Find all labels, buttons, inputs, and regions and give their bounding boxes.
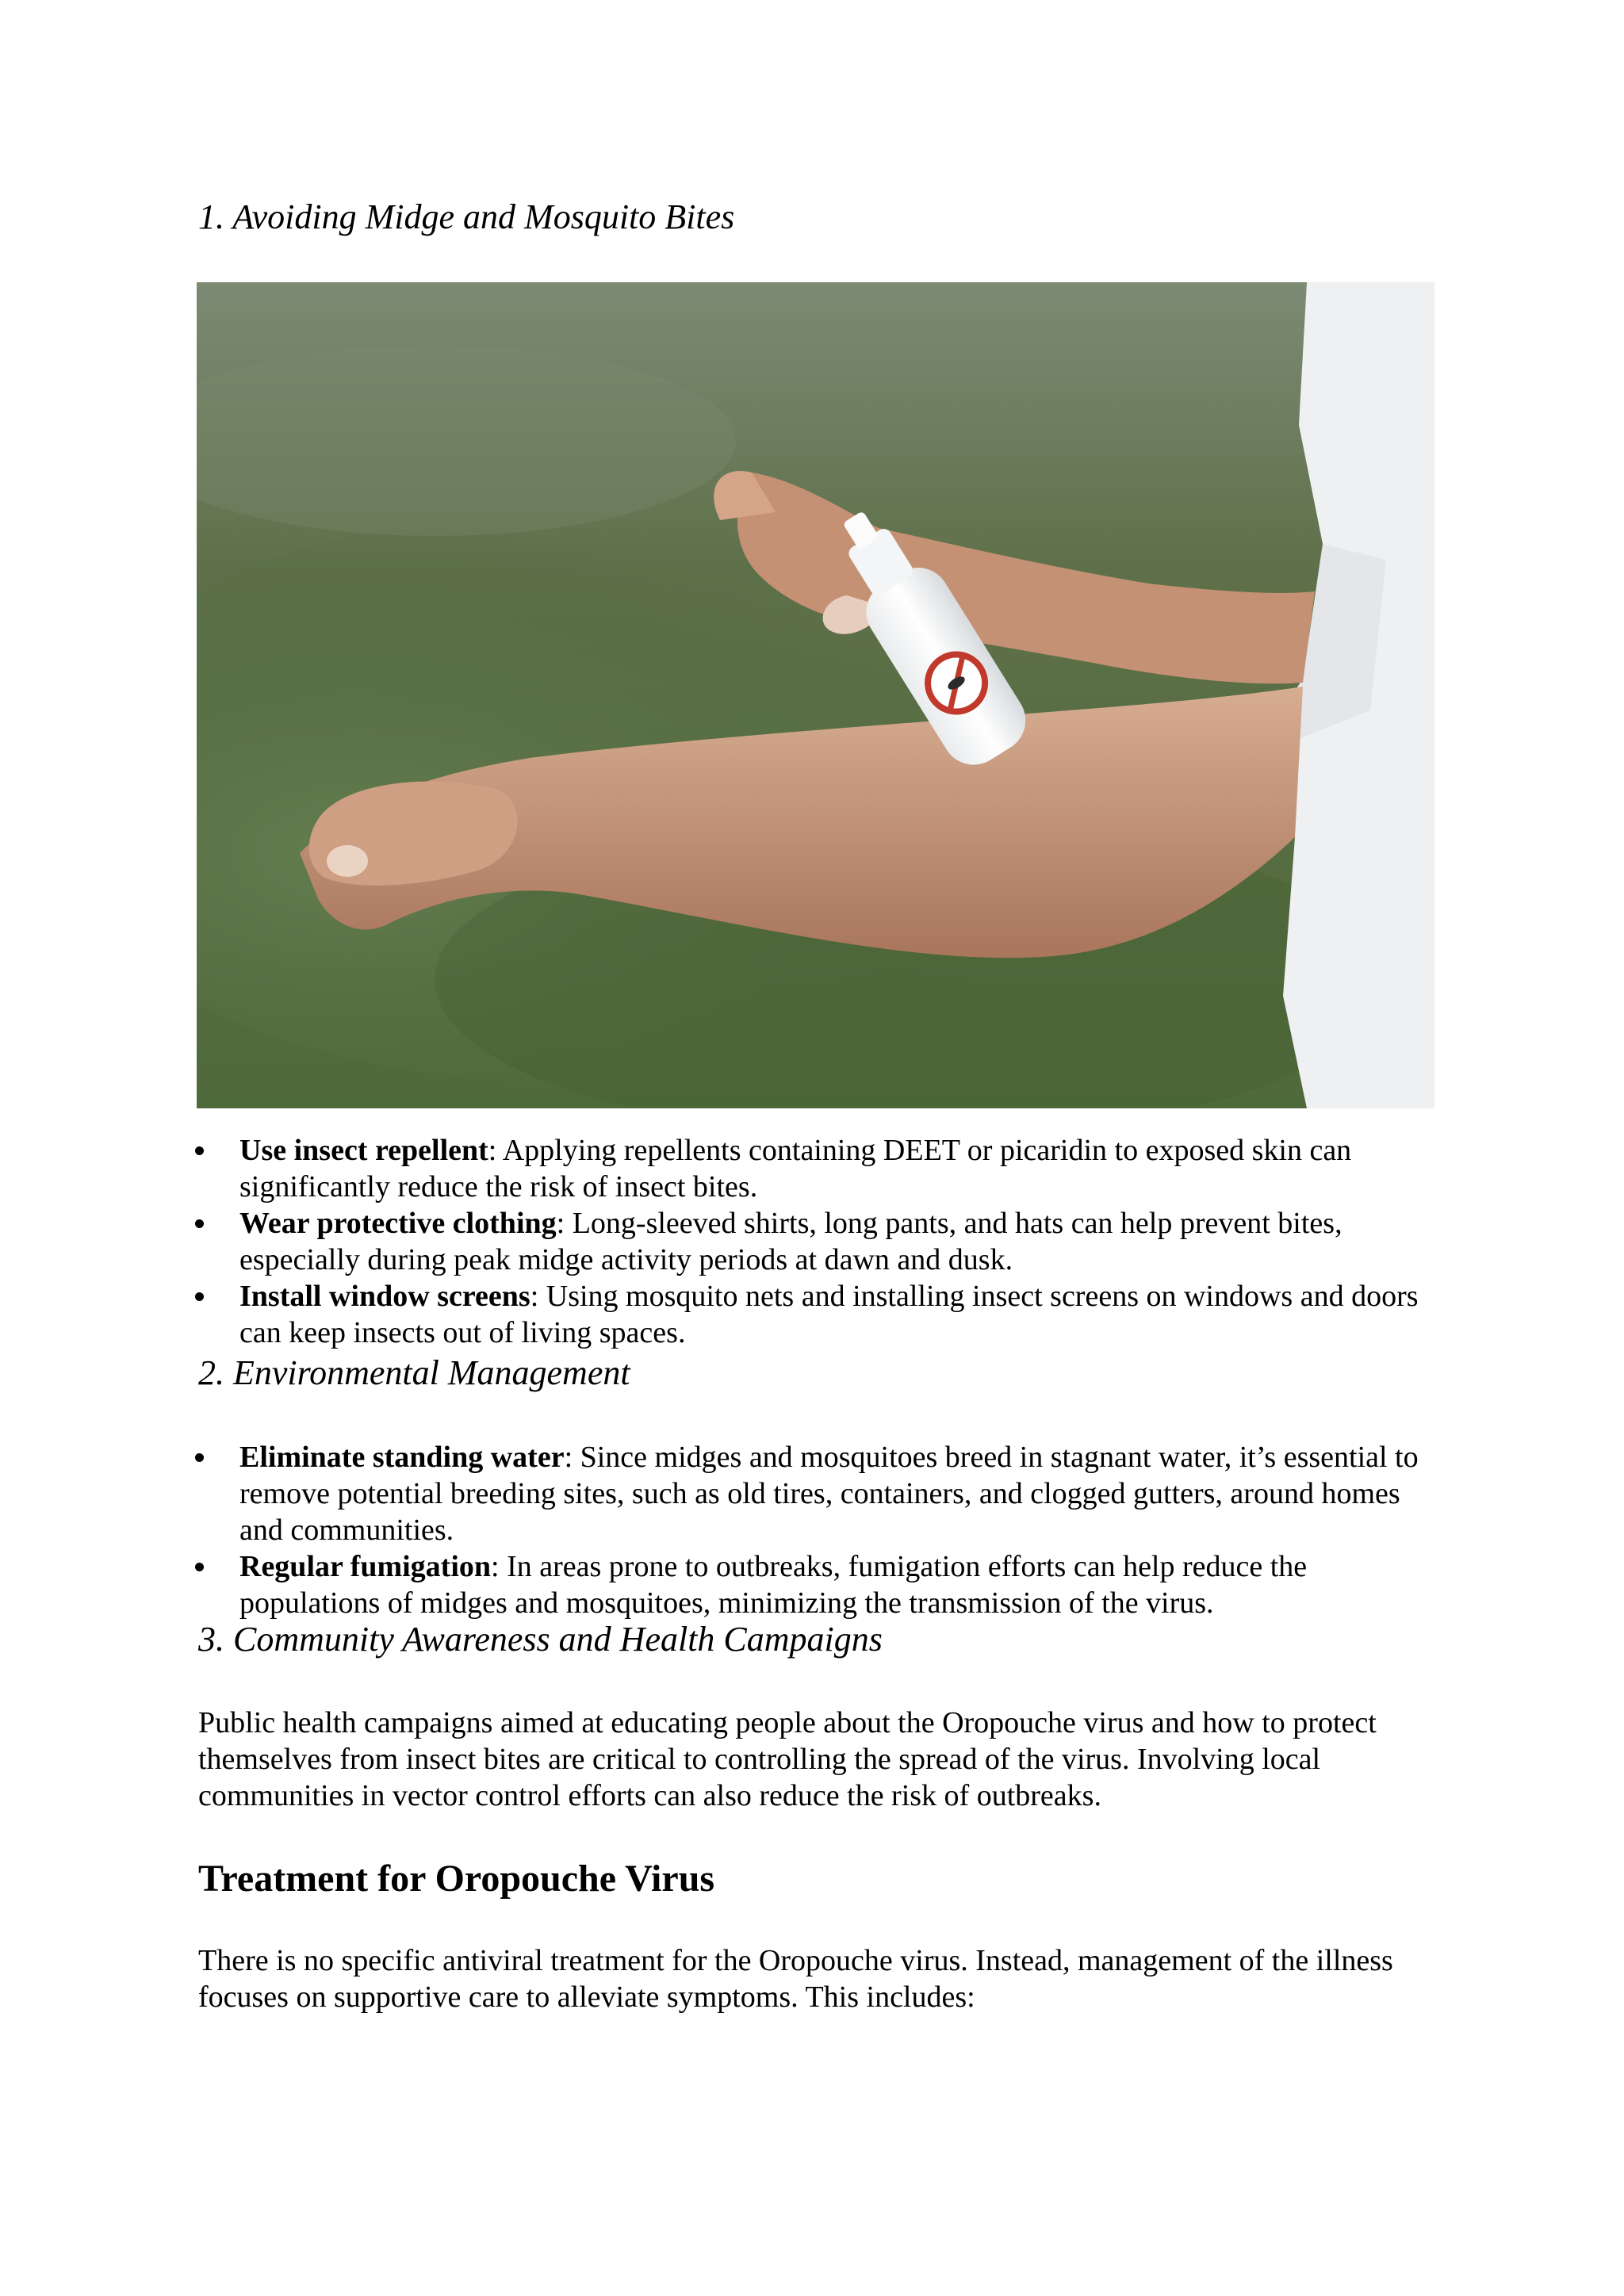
list-item-text: : Since midges and mosquitoes breed in stagnant water, it’s essential to remove potential breeding sites, such as old tires, containers, and clogged gutters, around homes and communities. [239,1441,1419,1547]
bullet-icon [195,1219,204,1228]
list-item-term: Use insect repellent [239,1134,488,1167]
list-item-term: Regular fumigation [239,1550,492,1583]
environmental-list [198,1439,1435,1621]
section-heading-environmental-management: 2. Environmental Management [198,1353,630,1392]
list-item-term: Wear protective clothing [239,1207,557,1240]
list-item [198,1132,1435,1205]
list-item [198,1548,1435,1621]
list-item [198,1278,1435,1351]
list-item-term: Install window screens [239,1280,530,1313]
treatment-heading: Treatment for Oropouche Virus [198,1858,715,1900]
section-heading-community-awareness: 3. Community Awareness and Health Campaigns [198,1620,883,1659]
list-item-text: : Applying repellents containing DEET or picaridin to exposed skin can significantly reduce the risk of insect bites. [239,1134,1352,1203]
bullet-icon [195,1563,204,1571]
list-item-text: : Using mosquito nets and installing insect screens on windows and doors can keep insects out of living spaces. [239,1280,1419,1349]
bullet-icon [195,1146,204,1155]
bullet-icon [195,1292,204,1301]
bullet-icon [195,1453,204,1462]
list-item [198,1439,1435,1548]
section-heading-avoiding-bites: 1. Avoiding Midge and Mosquito Bites [198,197,735,236]
insect-repellent-photo [197,282,1434,1108]
list-item-text: : In areas prone to outbreaks, fumigation efforts can help reduce the populations of midges and mosquitoes, minimizing the transmission of the virus. [239,1550,1308,1620]
bite-prevention-list [198,1132,1435,1351]
treatment-paragraph: There is no specific antiviral treatment for the Oropouche virus. Instead, management of the illness focuses on supportive care to alleviate symptoms. This includes: [198,1944,1393,2014]
list-item [198,1205,1435,1278]
list-item-text: : Long-sleeved shirts, long pants, and hats can help prevent bites, especially during peak midge activity periods at dawn and dusk. [239,1207,1342,1276]
community-awareness-paragraph: Public health campaigns aimed at educating people about the Oropouche virus and how to protect themselves from insect bites are critical to controlling the spread of the virus. Involving local communities in vector control efforts can also reduce the risk of outbreaks. [198,1706,1377,1812]
list-item-term: Eliminate standing water [239,1441,565,1474]
